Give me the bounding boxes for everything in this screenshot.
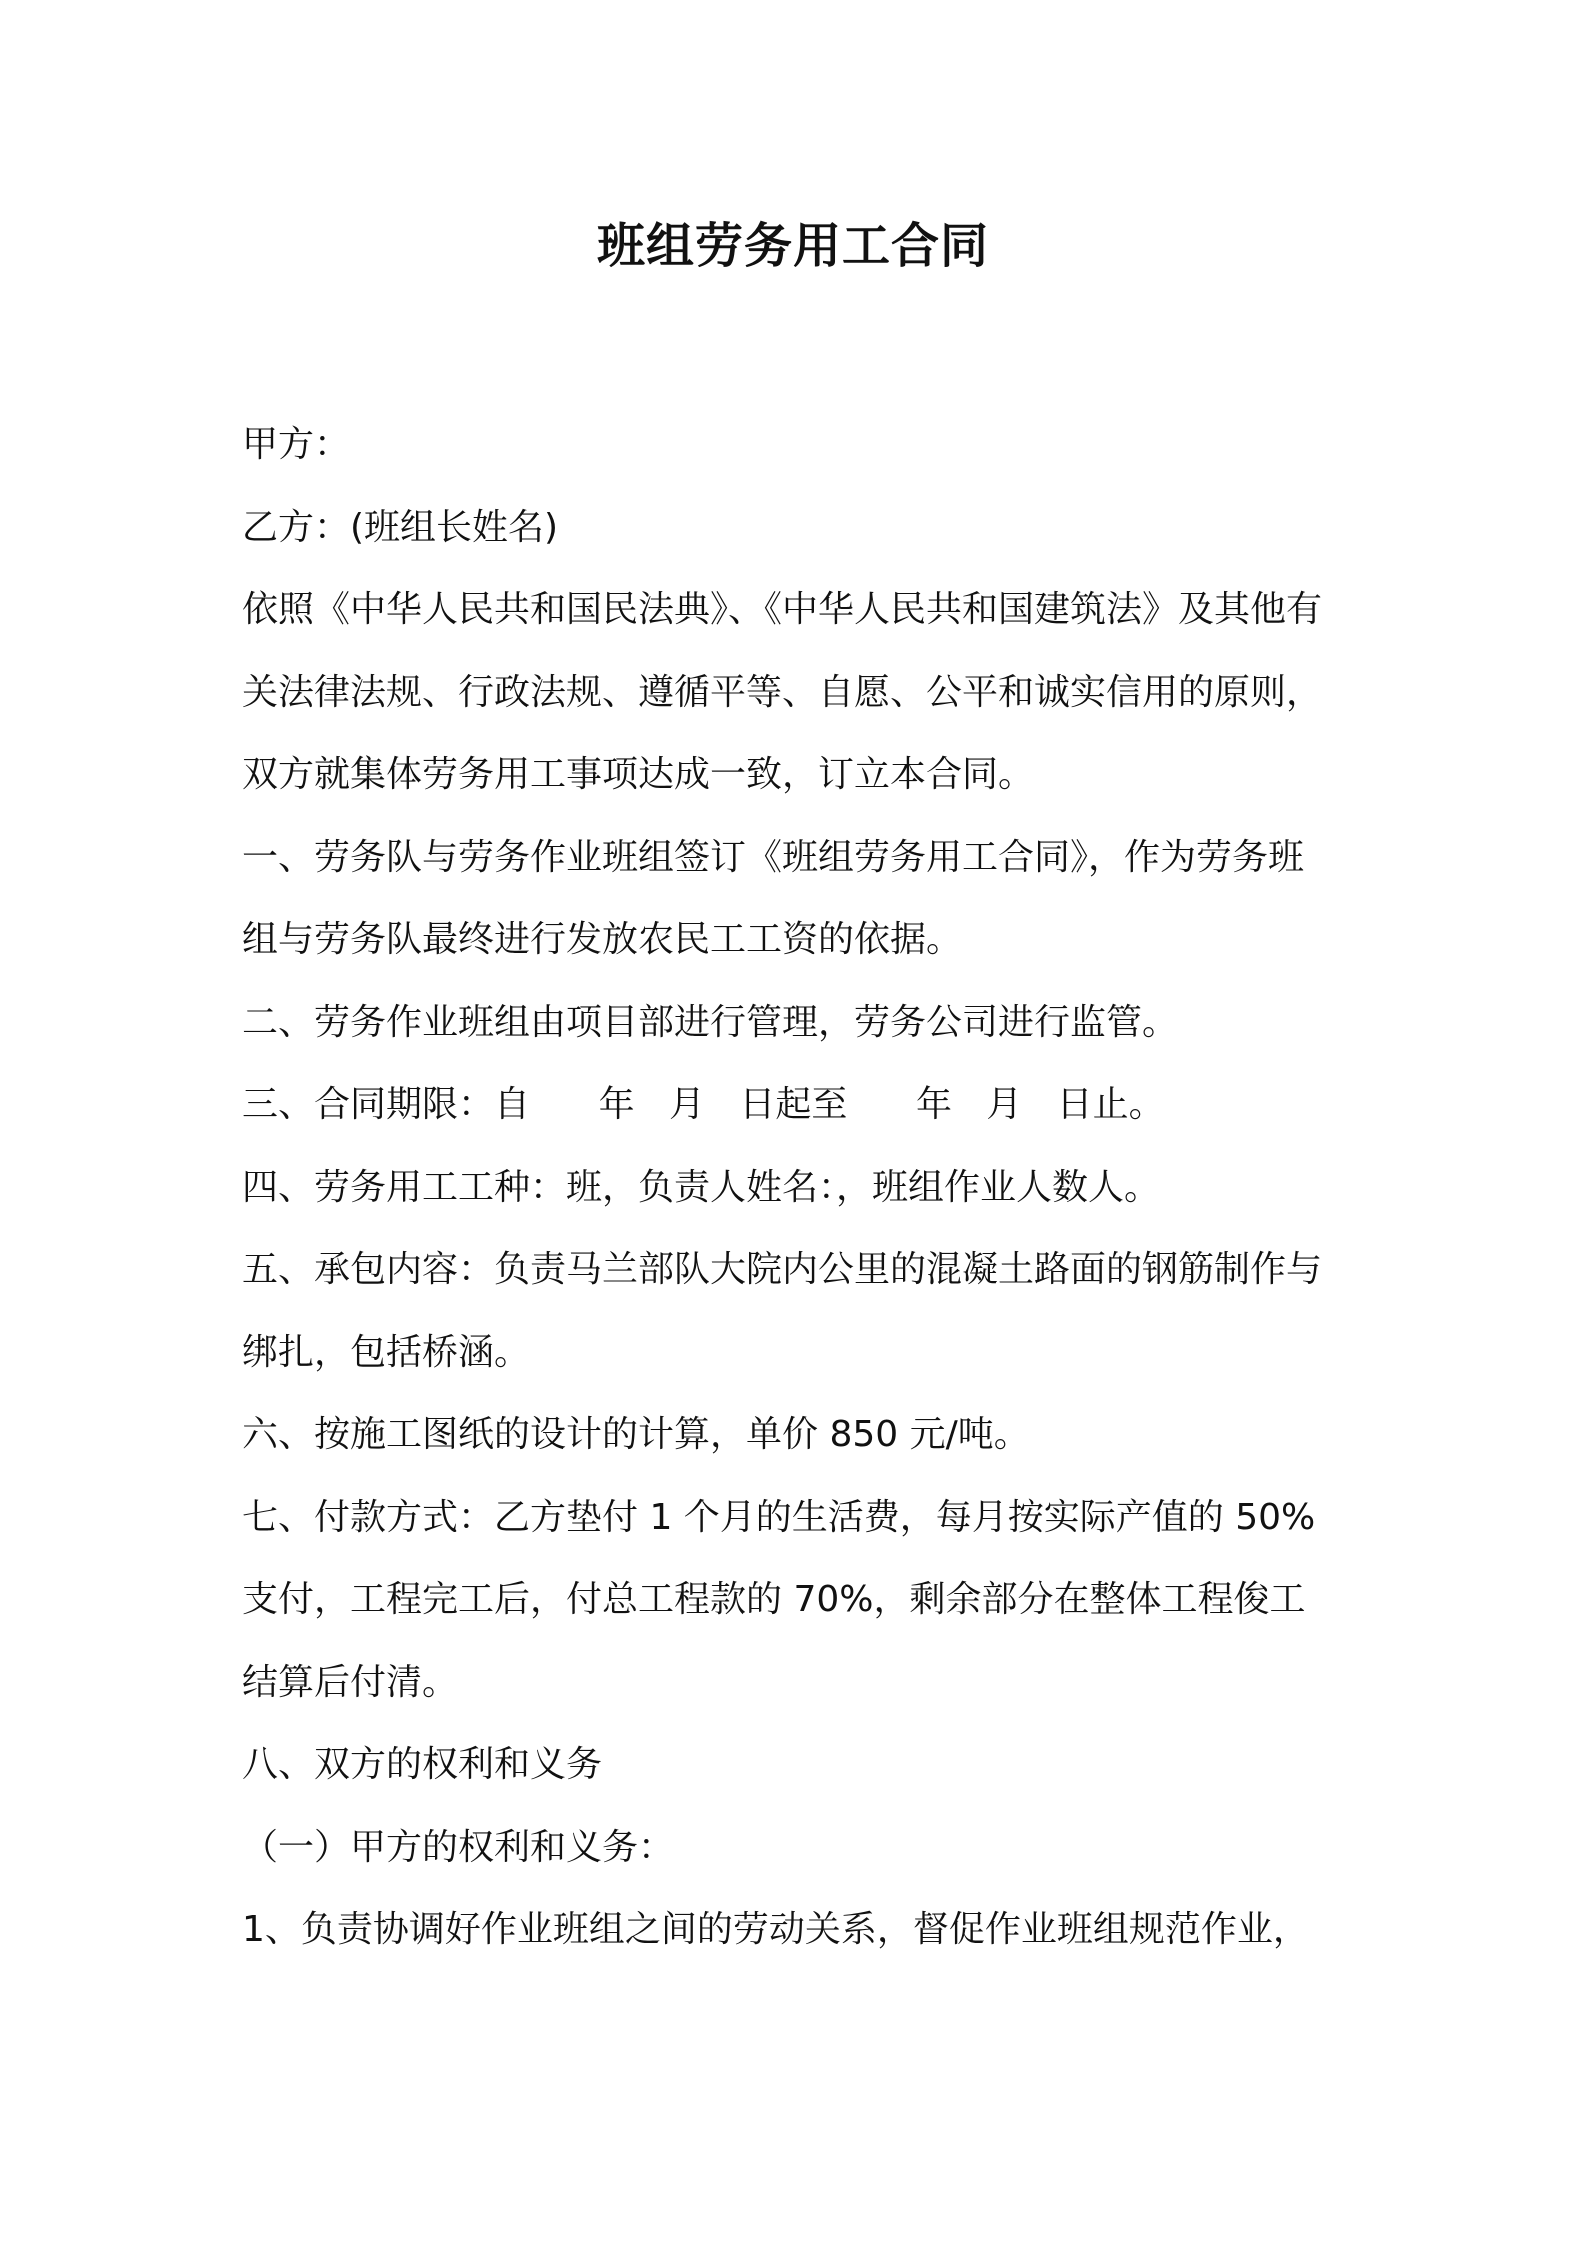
party-a-line: 甲方：: [242, 424, 351, 465]
party-b-line: 乙方：(班组长姓名): [242, 506, 559, 548]
preamble-line-3: 双方就集体劳务用工事项达成一致，订立本合同。: [242, 754, 1035, 795]
clause-8-item-1: 1、负责协调好作业班组之间的劳动关系，督促作业班组规范作业，: [242, 1909, 1309, 1950]
preamble-line-1: 依照《中华人民共和国民法典》、《中华人民共和国建筑法》及其他有: [242, 589, 1323, 630]
clause-3-term-line: 三、合同期限：自 年 月 日起至 年 月 日止。: [242, 1084, 1165, 1125]
clause-8-heading: 八、双方的权利和义务: [242, 1744, 603, 1785]
clause-5-line-1: 五、承包内容：负责马兰部队大院内公里的混凝土路面的钢筋制作与: [242, 1249, 1323, 1290]
clause-7-line-3: 结算后付清。: [242, 1661, 459, 1703]
document-title: 班组劳务用工合同: [596, 218, 989, 274]
clause-8-subheading: （一）甲方的权利和义务：: [242, 1826, 675, 1868]
clause-2-line: 二、劳务作业班组由项目部进行管理，劳务公司进行监管。: [242, 1001, 1179, 1043]
preamble-line-2: 关法律法规、行政法规、遵循平等、自愿、公平和诚实信用的原则，: [242, 671, 1323, 713]
clause-1-line-1: 一、劳务队与劳务作业班组签订《班组劳务用工合同》，作为劳务班: [242, 836, 1305, 878]
clause-7-line-1: 七、付款方式：乙方垫付 1 个月的生活费，每月按实际产值的 50%: [242, 1496, 1316, 1538]
contract-body: [242, 404, 1362, 1972]
clause-1-line-2: 组与劳务队最终进行发放农民工工资的依据。: [242, 919, 963, 960]
clause-6-line: 六、按施工图纸的设计的计算，单价 850 元/吨。: [242, 1414, 1030, 1455]
clause-4-line: 四、劳务用工工种：班，负责人姓名：，班组作业人数人。: [242, 1166, 1161, 1208]
clause-7-line-2: 支付，工程完工后，付总工程款的 70%，剩余部分在整体工程俊工: [242, 1579, 1306, 1620]
clause-5-line-2: 绑扎，包括桥涵。: [242, 1331, 531, 1373]
